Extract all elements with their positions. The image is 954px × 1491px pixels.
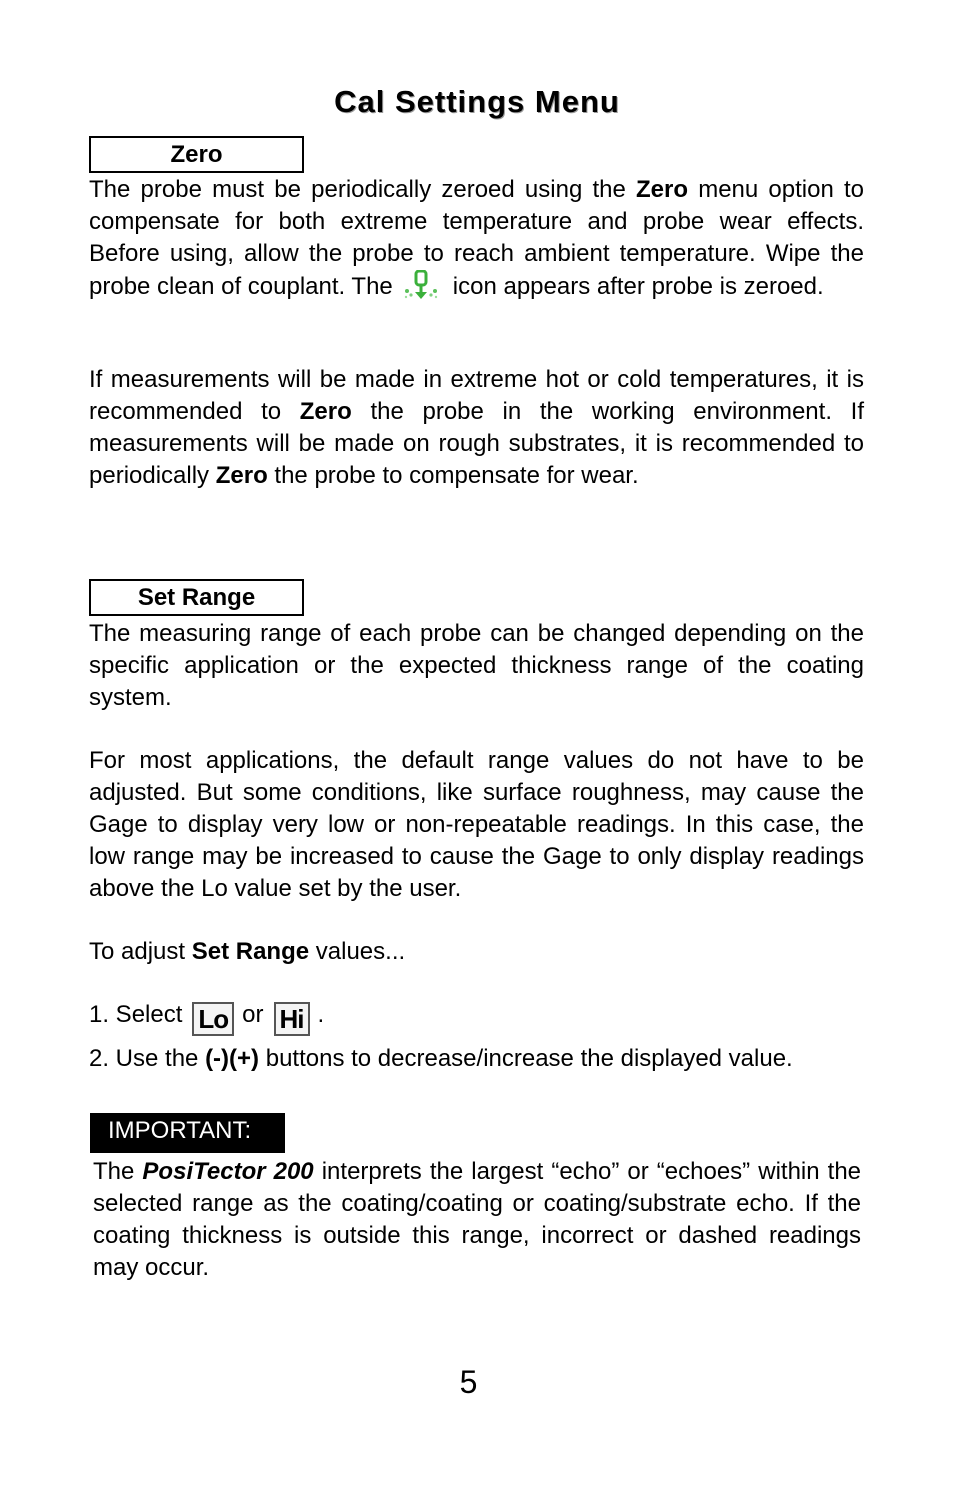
text: buttons to decrease/increase the displayed value.	[259, 1045, 793, 1072]
set-range-section-label: Set Range	[89, 579, 304, 616]
text: The	[93, 1158, 143, 1185]
text: or	[242, 1001, 264, 1028]
zero-bold: Zero	[215, 462, 268, 489]
set-range-paragraph-2: For most applications, the default range values do not have to be adjusted. But some conditions, like surface roughness, may cause the Gage to display very low or non-repeatable readings. In this case, the low range may be increased to cause the Gage to only display readings above the Lo value set by the user.	[89, 747, 864, 902]
text: the probe to compensate for wear.	[267, 462, 639, 489]
page-number: 5	[459, 1364, 478, 1400]
set-range-bold: Set Range	[191, 938, 310, 965]
zero-bold: Zero	[636, 176, 689, 203]
probe-zeroed-icon	[403, 270, 439, 300]
hi-key: Hi	[274, 1002, 310, 1036]
text: values...	[309, 938, 406, 965]
product-name: PosiTector 200	[142, 1158, 314, 1185]
text: 2. Use the	[89, 1045, 206, 1072]
zero-bold: Zero	[299, 398, 352, 425]
text: the probe in the working environment. If measurements will be made on rough substrates, it is recommended to periodically	[89, 398, 864, 489]
zero-section-label: Zero	[89, 136, 304, 173]
set-range-paragraph-1: The measuring range of each probe can be changed depending on the specific application or the expected thickness range of the coating system.	[89, 620, 864, 711]
step-2	[89, 1043, 864, 1075]
text: 1. Select	[89, 1001, 183, 1028]
text: If measurements will be made in extreme hot or cold temperatures, it is recommended to	[89, 366, 864, 425]
text: interprets the largest “echo” or “echoes” within the selected range as the coating/coating or coating/substrate echo. If the coating thickness is outside this range, incorrect or dashed readings may occur.	[93, 1158, 862, 1281]
set-range-paragraph-3	[89, 936, 864, 968]
zero-paragraph-1	[89, 174, 864, 303]
text: The probe must be periodically zeroed using the	[89, 176, 637, 203]
text: icon appears after probe is zeroed.	[452, 273, 824, 300]
page-title: Cal Settings Menu	[334, 84, 620, 119]
zero-paragraph-2	[89, 364, 864, 492]
important-paragraph	[93, 1156, 861, 1284]
step-1	[89, 999, 864, 1036]
text: .	[317, 1001, 325, 1028]
text: To adjust	[89, 938, 192, 965]
lo-key: Lo	[192, 1002, 234, 1036]
important-label: IMPORTANT:	[90, 1113, 285, 1153]
text: menu option to compensate for both extreme temperature and probe wear effects. Before using, allow the probe to reach ambient temperature. Wipe the probe clean of couplant. The	[89, 176, 864, 300]
buttons-bold: (-)(+)	[205, 1045, 260, 1072]
